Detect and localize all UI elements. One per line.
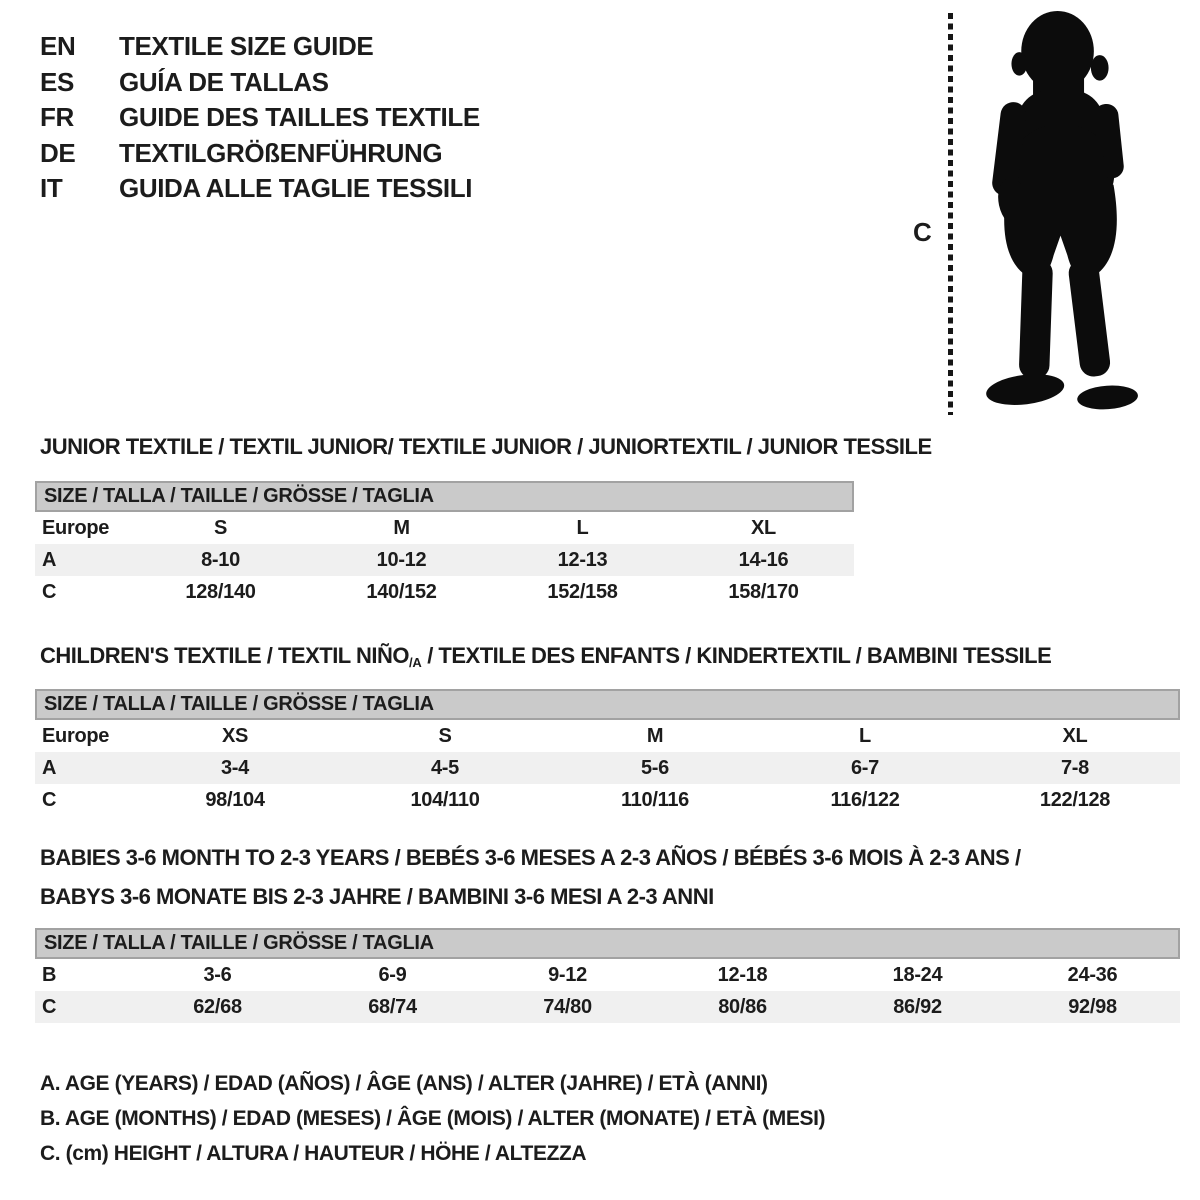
size-header-label: SIZE / TALLA / TAILLE / GRÖSSE / TAGLIA [44,932,434,954]
table-cell: XL [751,516,776,539]
junior-table-header [35,481,854,512]
table-cell: 9-12 [548,963,587,986]
lang-label: GUIDA ALLE TAGLIE TESSILI [119,173,473,204]
table-cell: 6-9 [378,963,407,986]
table-cell: 92/98 [1068,995,1117,1018]
children-title-text: CHILDREN'S TEXTILE / TEXTIL NIÑO [40,643,409,668]
junior-table-body [35,512,854,608]
table-row [35,720,1180,752]
height-measure-label: C [913,217,932,247]
table-cell: 80/86 [718,995,767,1018]
table-cell: 10-12 [376,548,427,571]
table-cell: 104/110 [410,788,480,811]
children-section-title [40,643,1051,670]
table-cell: 140/152 [366,580,437,603]
babies-size-table [35,928,1180,1023]
table-cell: 18-24 [892,963,943,986]
table-cell: 122/128 [1039,788,1111,811]
size-header-label: SIZE / TALLA / TAILLE / GRÖSSE / TAGLIA [44,485,434,507]
table-cell: 4-5 [430,756,459,779]
lang-row-fr [40,100,480,136]
table-cell: 128/140 [185,580,256,603]
table-cell: M [393,516,410,539]
babies-section-title-line2: BABYS 3-6 MONATE BIS 2-3 JAHRE / BAMBINI 3-6 MESI A 2-3 ANNI [40,884,714,909]
table-cell: S [438,724,452,747]
table-cell: 98/104 [205,788,265,811]
table-row [35,959,1180,991]
lang-code: DE [40,137,76,168]
legend-line-a: A. AGE (YEARS) / EDAD (AÑOS) / ÂGE (ANS) / ALTER (JAHRE) / ETÀ (ANNI) [40,1071,768,1095]
height-measure-dashed-line [948,13,953,415]
row-label-cell: A [42,548,57,571]
table-cell: 158/170 [728,580,799,603]
babies-section-title-line1: BABIES 3-6 MONTH TO 2-3 YEARS / BEBÉS 3-6 MESES A 2-3 AÑOS / BÉBÉS 3-6 MOIS À 2-3 ANS / [40,845,1021,870]
toddler-silhouette-image [958,8,1163,420]
legend-line-b: B. AGE (MONTHS) / EDAD (MESES) / ÂGE (MOIS) / ALTER (MONATE) / ETÀ (MESI) [40,1106,826,1130]
children-title-subscript: /A [408,655,422,670]
table-cell: 110/116 [621,788,689,811]
table-row [35,512,854,544]
row-label-cell: C [42,995,57,1018]
row-label-cell: C [42,788,57,811]
table-row [35,991,1180,1023]
lang-row-it [40,171,480,207]
lang-code: EN [40,31,76,62]
table-cell: 6-7 [850,756,879,779]
table-cell: 8-10 [201,548,240,571]
table-cell: 12-18 [717,963,768,986]
lang-label: GUIDE DES TAILLES TEXTILE [119,102,480,133]
lang-code: ES [40,66,74,97]
table-cell: 116/122 [830,788,900,811]
lang-row-es [40,65,480,101]
lang-code: IT [40,173,63,204]
language-title-list [40,29,480,207]
junior-section-title: JUNIOR TEXTILE / TEXTIL JUNIOR/ TEXTILE JUNIOR / JUNIORTEXTIL / JUNIOR TESSILE [40,434,932,459]
size-header-label: SIZE / TALLA / TAILLE / GRÖSSE / TAGLIA [44,693,434,715]
row-label-cell: Europe [42,516,110,539]
toddler-silhouette-icon [958,8,1163,420]
children-table-header [35,689,1180,720]
children-size-table [35,689,1180,816]
table-cell: 7-8 [1060,756,1089,779]
babies-table-header [35,928,1180,959]
babies-table-body [35,959,1180,1023]
table-cell: 24-36 [1067,963,1118,986]
measurement-legend [40,1066,825,1171]
table-cell: 3-4 [220,756,249,779]
children-title-text: / TEXTILE DES ENFANTS / KINDERTEXTIL / BAMBINI TESSILE [421,643,1052,668]
table-cell: 152/158 [547,580,618,603]
table-cell: 68/74 [368,995,417,1018]
lang-code: FR [40,102,74,133]
lang-label: TEXTILGRÖßENFÜHRUNG [119,137,443,168]
legend-line-c: C. (cm) HEIGHT / ALTURA / HAUTEUR / HÖHE / ALTEZZA [40,1141,587,1165]
table-cell: 5-6 [640,756,669,779]
table-row [35,544,854,576]
table-row [35,752,1180,784]
row-label-cell: Europe [42,724,110,747]
table-cell: M [646,724,664,747]
table-row [35,784,1180,816]
table-cell: 86/92 [893,995,942,1018]
table-cell: 74/80 [543,995,592,1018]
table-cell: 12-13 [557,548,608,571]
lang-row-de [40,136,480,172]
junior-size-table [35,481,854,608]
lang-row-en [40,29,480,65]
table-cell: 3-6 [203,963,232,986]
lang-label: TEXTILE SIZE GUIDE [119,31,374,62]
children-table-body [35,720,1180,816]
table-cell: XS [221,724,249,747]
table-cell: XL [1062,724,1088,747]
row-label-cell: B [42,963,57,986]
table-cell: L [576,516,589,539]
row-label-cell: C [42,580,57,603]
table-cell: S [213,516,228,539]
lang-label: GUÍA DE TALLAS [119,66,329,97]
table-cell: L [859,724,871,747]
row-label-cell: A [42,756,57,779]
table-cell: 62/68 [193,995,242,1018]
table-cell: 14-16 [738,548,789,571]
table-row [35,576,854,608]
